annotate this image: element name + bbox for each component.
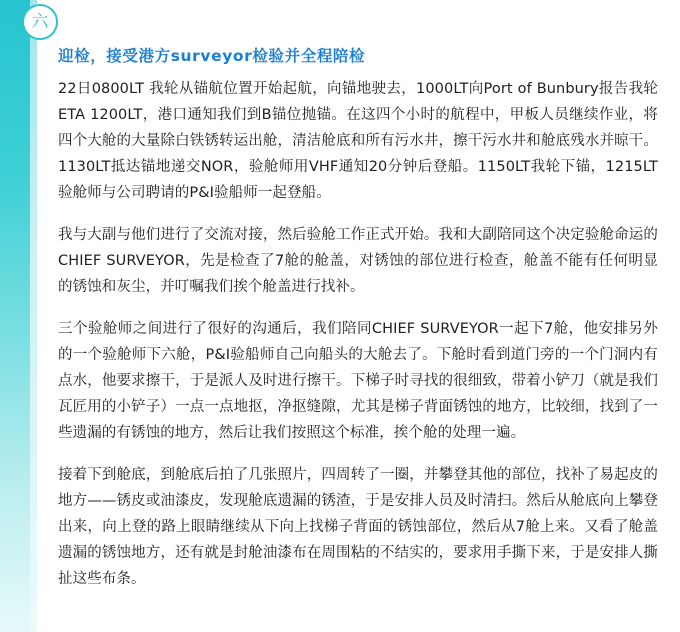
left-decorative-band bbox=[0, 0, 30, 632]
body-paragraph: 22日0800LT 我轮从锚航位置开始起航，向锚地驶去，1000LT向Port of Bunbury报告我轮ETA 1200LT，港口通知我们到B锚位抛锚。在这四个小时的航程中，甲板人员继续作业，将四个大舱的大量除白铁锈转运出舱，清洁舱底和所有污水井，擦干污水井和舱底残水并晾干。1130LT抵达锚地递交NOR，验舱师用VHF通知20分钟后登船。1150LT我轮下锚，1215LT验舱师与公司聘请的P&I验船师一起登船。 bbox=[58, 81, 658, 201]
document-content bbox=[58, 0, 658, 632]
left-decorative-band-inner bbox=[30, 0, 37, 632]
body-paragraph: 三个验舱师之间进行了很好的沟通后，我们陪同CHIEF SURVEYOR一起下7舱，他安排另外的一个验舱师下六舱，P&I验船师自己向船头的大舱去了。下舱时看到道门旁的一个门洞内有点水，他要求擦干，于是派人及时进行擦干。下梯子时寻找的很细致，带着小铲刀（就是我们瓦匠用的小铲子）一点一点地抠，净抠缝隙，尤其是梯子背面锈蚀的地方，比较细，找到了一些遗漏的有锈蚀的地方，然后让我们按照这个标准，挨个舱的处理一遍。 bbox=[58, 321, 658, 441]
section-heading: 迎检，接受港方surveyor检验并全程陪检 bbox=[58, 47, 366, 65]
chapter-number-badge bbox=[22, 4, 58, 40]
body-paragraph: 我与大副与他们进行了交流对接，然后验舱工作正式开始。我和大副陪同这个决定验舱命运的CHIEF SURVEYOR，先是检查了7舱的舱盖，对锈蚀的部位进行检查，舱盖不能有任何明显的锈蚀和灰尘，并叮嘱我们挨个舱盖进行找补。 bbox=[58, 227, 658, 295]
body-paragraph: 接着下到舱底，到舱底后拍了几张照片，四周转了一圈，并攀登其他的部位，找补了易起皮的地方——锈皮或油漆皮，发现舱底遗漏的锈渣，于是安排人员及时清扫。然后从舱底向上攀登出来，向上登的路上眼睛继续从下向上找梯子背面的锈蚀部位，然后从7舱上来。又看了舱盖遗漏的锈蚀地方，还有就是封舱油漆布在周围粘的不结实的，要求用手撕下来，于是安排人撕扯这些布条。 bbox=[58, 467, 658, 587]
chapter-number-text: 六 bbox=[31, 11, 49, 32]
